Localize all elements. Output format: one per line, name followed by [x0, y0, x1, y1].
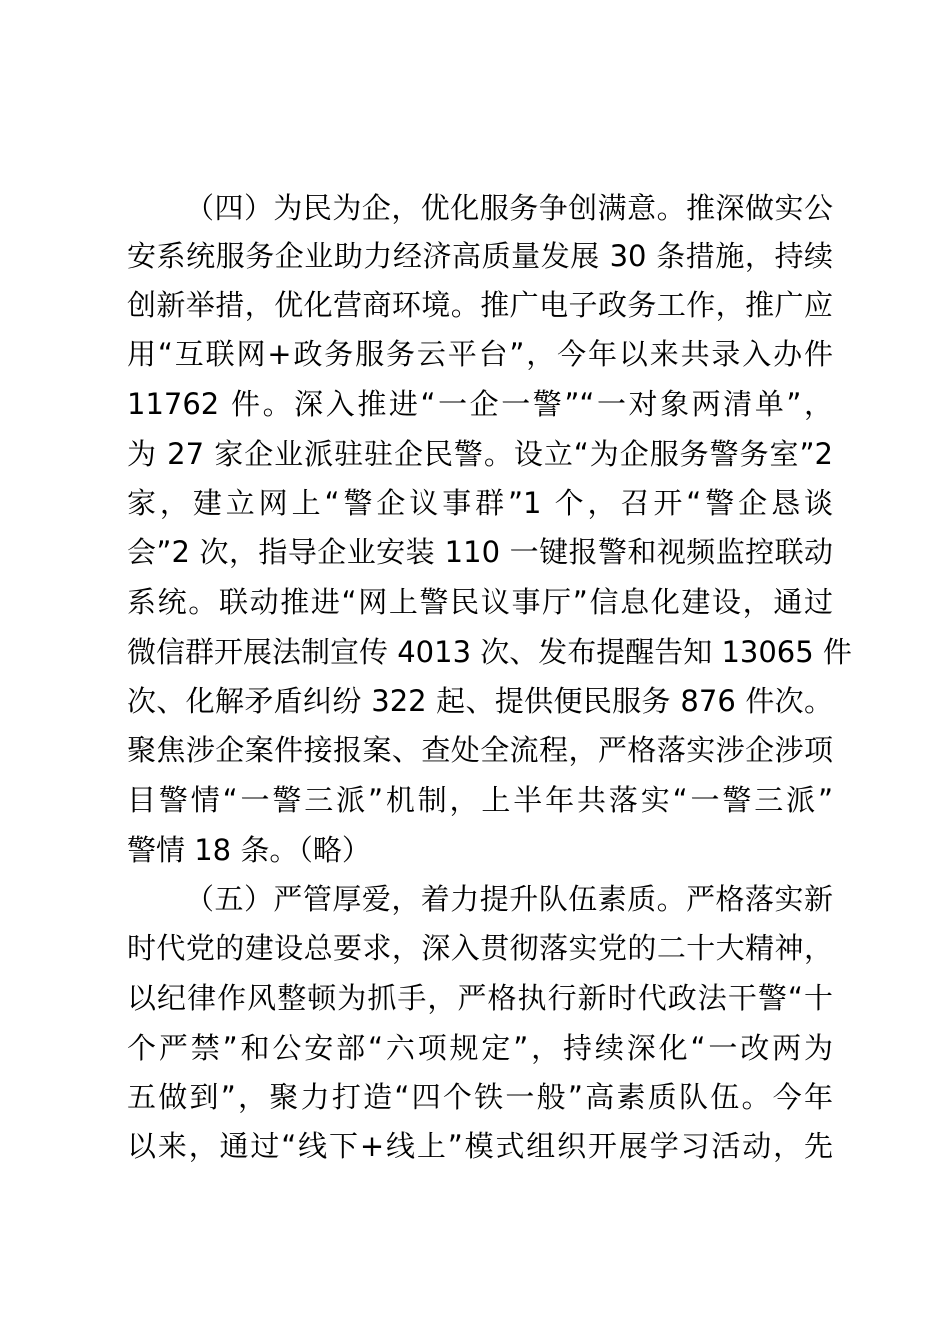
paragraph-1-line-14: 警情 18 条。（略） [127, 833, 371, 867]
paragraph-1-line-12: 聚焦涉企案件接报案、查处全流程，严格落实涉企涉项 [127, 733, 833, 767]
paragraph-1-line-3: 创新举措，优化营商环境。推广电子政务工作，推广应 [127, 288, 833, 322]
paragraph-1-line-7: 家，建立网上“警企议事群”1 个，召开“警企恳谈 [127, 486, 833, 520]
paragraph-2-line-3: 以纪律作风整顿为抓手，严格执行新时代政法干警“十 [127, 981, 833, 1015]
paragraph-1-line-1: （四）为民为企，优化服务争创满意。推深做实公 [185, 191, 833, 225]
paragraph-1-line-10: 微信群开展法制宣传 4013 次、发布提醒告知 13065 件 [127, 635, 852, 669]
paragraph-1-line-8: 会”2 次，指导企业安装 110 一键报警和视频监控联动 [127, 535, 833, 569]
paragraph-2-line-4: 个严禁”和公安部“六项规定”，持续深化“一改两为 [127, 1031, 833, 1065]
paragraph-1-line-6: 为 27 家企业派驻驻企民警。设立“为企服务警务室”2 [127, 437, 833, 471]
paragraph-1-line-11: 次、化解矛盾纠纷 322 起、提供便民服务 876 件次。 [127, 684, 833, 718]
paragraph-1-line-13: 目警情“一警三派”机制，上半年共落实“一警三派” [127, 783, 833, 817]
paragraph-2-line-1: （五）严管厚爱，着力提升队伍素质。严格落实新 [185, 882, 833, 916]
paragraph-1-line-4: 用“互联网+政务服务云平台”，今年以来共录入办件 [127, 337, 833, 371]
paragraph-1-line-9: 系统。联动推进“网上警民议事厅”信息化建设，通过 [127, 585, 833, 619]
paragraph-1-line-5: 11762 件。深入推进“一企一警”“一对象两清单”， [127, 387, 833, 421]
paragraph-1-line-2: 安系统服务企业助力经济高质量发展 30 条措施，持续 [127, 239, 833, 273]
paragraph-2-line-2: 时代党的建设总要求，深入贯彻落实党的二十大精神， [127, 931, 833, 965]
paragraph-2-line-5: 五做到”，聚力打造“四个铁一般”高素质队伍。今年 [127, 1080, 833, 1114]
paragraph-2-line-6: 以来，通过“线下+线上”模式组织开展学习活动，先 [127, 1129, 833, 1163]
